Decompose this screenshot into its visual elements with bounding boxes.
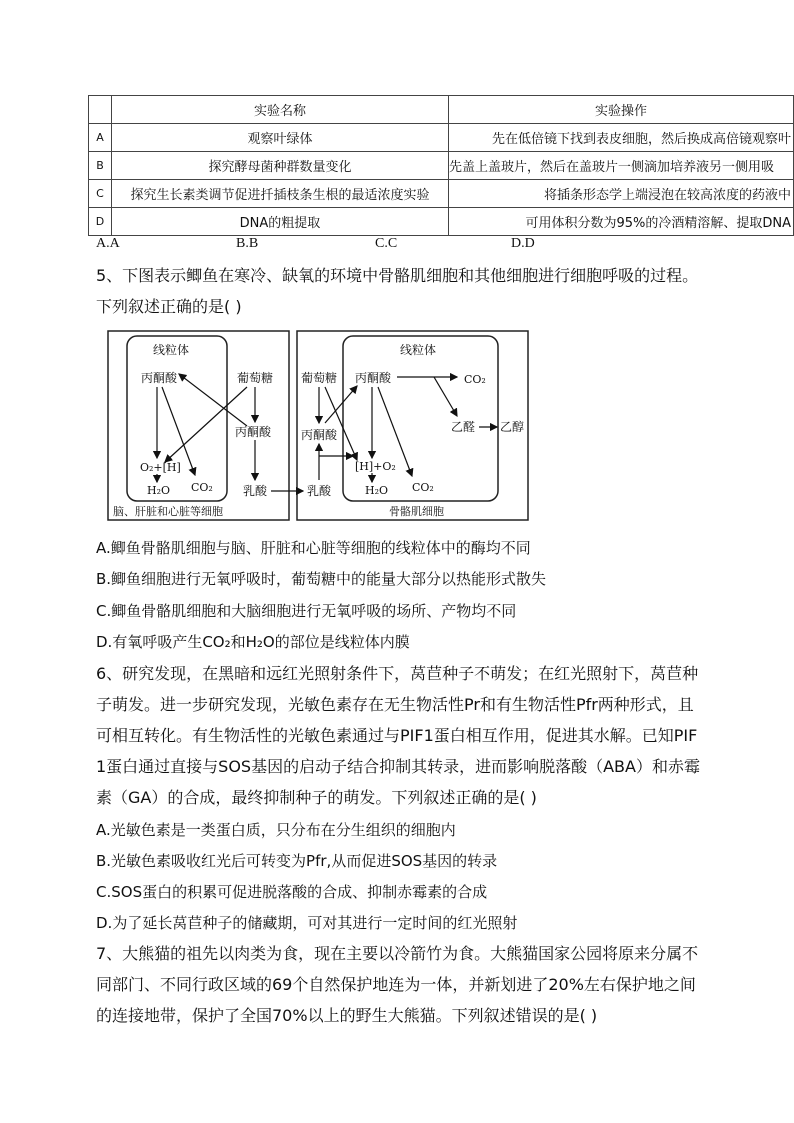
left-co2: CO₂ — [191, 481, 213, 494]
q7-stem-line3: 的连接地带，保护了全国70%以上的野生大熊猫。下列叙述错误的是( ) — [96, 1006, 598, 1025]
q6-stem-line2: 子萌发。进一步研究发现，光敏色素存在无生物活性Pr和有生物活性Pfr两种形式，且 — [96, 695, 694, 714]
q6-stem-line5: 素（GA）的合成，最终抑制种子的萌发。下列叙述正确的是( ) — [96, 788, 537, 807]
right-mito-label: 线粒体 — [400, 343, 437, 357]
row-label: D — [89, 208, 112, 236]
q6-stem-line4: 1蛋白通过直接与SOS基因的启动子结合抑制其转录，进而影响脱落酸（ABA）和赤霉 — [96, 757, 700, 776]
table-row — [89, 180, 794, 208]
right-acetaldehyde: 乙醛 — [451, 420, 476, 434]
q6-option-a[interactable]: A.光敏色素是一类蛋白质，只分布在分生组织的细胞内 — [96, 821, 456, 839]
left-pyruvate-outer: 丙酮酸 — [235, 425, 272, 439]
q5-stem-line2: 下列叙述正确的是( ) — [96, 297, 242, 316]
table-header-op: 实验操作 — [449, 96, 794, 124]
q5-option-a[interactable]: A.鲫鱼骨骼肌细胞与脑、肝脏和心脏等细胞的线粒体中的酶均不同 — [96, 539, 531, 557]
table-row — [89, 124, 794, 152]
q4-choice-c[interactable]: C.C — [375, 236, 398, 251]
q4-choice-d[interactable]: D.D — [511, 236, 535, 251]
left-h2o: H₂O — [147, 484, 171, 497]
right-h-o2: [H]+O₂ — [355, 460, 396, 473]
right-co2-bottom: CO₂ — [412, 481, 434, 494]
experiment-table — [88, 95, 794, 236]
right-ethanol: 乙醇 — [500, 420, 525, 434]
arrow-right-glucose-cross — [325, 387, 357, 460]
row-name: 探究酵母菌种群数量变化 — [112, 152, 449, 180]
table-header-name: 实验名称 — [112, 96, 449, 124]
row-name: 探究生长素类调节促进扦插枝条生根的最适浓度实验 — [112, 180, 449, 208]
row-op: 将插条形态学上端浸泡在较高浓度的药液中 — [449, 180, 794, 208]
left-mito-label: 线粒体 — [153, 343, 190, 357]
table-row — [89, 208, 794, 236]
right-mitochondrion — [343, 336, 498, 501]
table-header-label — [89, 96, 112, 124]
table-header-row — [89, 96, 794, 124]
q5-option-b[interactable]: B.鲫鱼细胞进行无氧呼吸时，葡萄糖中的能量大部分以热能形式散失 — [96, 570, 547, 588]
left-pyruvate-inner: 丙酮酸 — [141, 371, 178, 385]
row-op: 先盖上盖玻片，然后在盖玻片一侧滴加培养液另一侧用吸 — [449, 152, 794, 180]
row-label: B — [89, 152, 112, 180]
q5-option-d[interactable]: D.有氧呼吸产生CO₂和H₂O的部位是线粒体内膜 — [96, 633, 410, 651]
q6-option-b[interactable]: B.光敏色素吸收红光后可转变为Pfr,从而促进SOS基因的转录 — [96, 852, 498, 870]
q6-option-c[interactable]: C.SOS蛋白的积累可促进脱落酸的合成、抑制赤霉素的合成 — [96, 883, 488, 901]
row-name: 观察叶绿体 — [112, 124, 449, 152]
arrow-right-to-acetaldehyde — [434, 377, 457, 416]
right-lactate: 乳酸 — [307, 484, 332, 498]
left-caption: 脑、肝脏和心脏等细胞 — [113, 505, 223, 518]
q4-choice-a[interactable]: A.A — [96, 236, 120, 251]
q4-choice-b[interactable]: B.B — [236, 236, 259, 251]
right-co2-top: CO₂ — [464, 373, 486, 386]
row-label: A — [89, 124, 112, 152]
row-label: C — [89, 180, 112, 208]
q7-stem-line1: 7、大熊猫的祖先以肉类为食，现在主要以冷箭竹为食。大熊猫国家公园将原来分属不 — [96, 944, 699, 963]
q6-option-d[interactable]: D.为了延长莴苣种子的储藏期，可对其进行一定时间的红光照射 — [96, 914, 518, 932]
left-o2-h: O₂+[H] — [140, 461, 181, 474]
right-pyruvate-inner: 丙酮酸 — [355, 371, 392, 385]
left-glucose: 葡萄糖 — [237, 371, 274, 385]
right-pyruvate-outer: 丙酮酸 — [301, 428, 338, 442]
respiration-diagram — [107, 330, 529, 522]
q7-stem-line2: 同部门、不同行政区域的69个自然保护地连为一体，并新划进了20%左右保护地之间 — [96, 975, 696, 994]
row-op: 先在低倍镜下找到表皮细胞，然后换成高倍镜观察叶 — [449, 124, 794, 152]
right-h2o: H₂O — [365, 484, 389, 497]
q5-stem-line1: 5、下图表示鲫鱼在寒冷、缺氧的环境中骨骼肌细胞和其他细胞进行细胞呼吸的过程。 — [96, 266, 699, 285]
left-lactate: 乳酸 — [243, 484, 268, 498]
row-op: 可用体积分数为95%的冷酒精溶解、提取DNA — [449, 208, 794, 236]
row-name: DNA的粗提取 — [112, 208, 449, 236]
table-row — [89, 152, 794, 180]
q6-stem-line1: 6、研究发现，在黑暗和远红光照射条件下，莴苣种子不萌发；在红光照射下，莴苣种 — [96, 664, 699, 683]
right-glucose: 葡萄糖 — [301, 371, 338, 385]
q6-stem-line3: 可相互转化。有生物活性的光敏色素通过与PIF1蛋白相互作用，促进其水解。已知PIF — [96, 726, 698, 745]
arrow-right-pyr-to-mito — [325, 386, 357, 423]
right-caption: 骨骼肌细胞 — [389, 505, 444, 518]
q5-option-c[interactable]: C.鲫鱼骨骼肌细胞和大脑细胞进行无氧呼吸的场所、产物均不同 — [96, 602, 517, 620]
